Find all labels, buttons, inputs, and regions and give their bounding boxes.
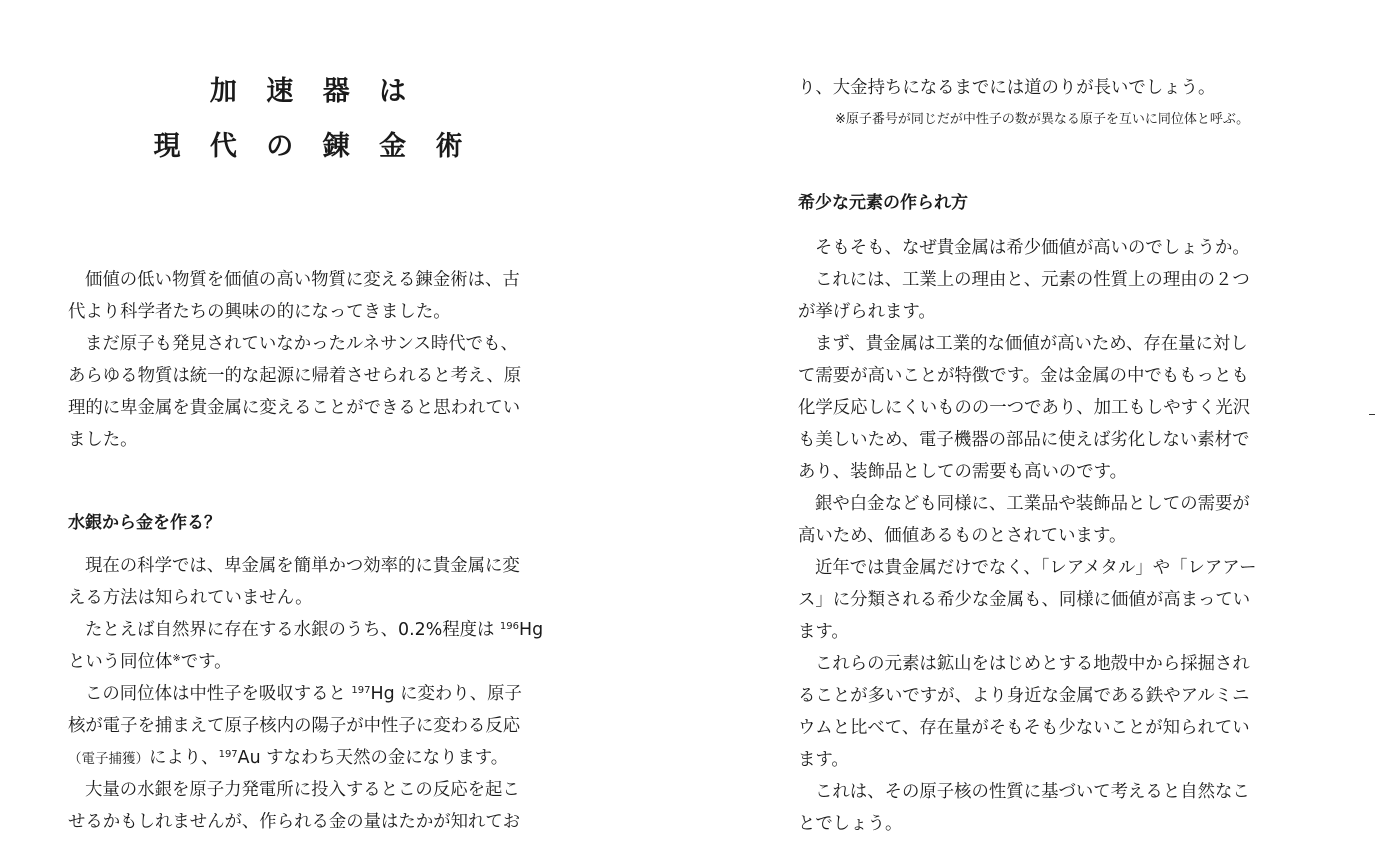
intro-p2-line3: 理的に卑金属を貴金属に変えることができると思われてい [68, 398, 521, 418]
intro-p2-line4: ました。 [68, 430, 138, 450]
r-p2-line2: が挙げられます。 [798, 302, 936, 322]
r-p2-line1: これには、工業上の理由と、元素の性質上の理由の２つ [815, 270, 1250, 290]
r-p3-line4: も美しいため、電子機器の部品に使えば劣化しない素材で [798, 430, 1250, 450]
body-p1-line2: える方法は知られていません。 [68, 588, 313, 608]
section-heading-rare-elements: 希少な元素の作られ方 [798, 193, 968, 213]
isotope-mass-number: 197 [218, 749, 238, 760]
r-p3-line1: まず、貴金属は工業的な価値が高いため、存在量に対し [815, 334, 1248, 354]
body-p2-line2: という同位体※です。 [68, 652, 232, 672]
right-page [798, 0, 1293, 867]
footnote-marker: ※ [172, 653, 181, 664]
r-p3-line5: あり、装飾品としての需要も高いのです。 [798, 462, 1128, 482]
page-edge-tick-mark [1369, 414, 1375, 415]
continuation-text [798, 72, 1215, 104]
body-p3-line3: （電子捕獲）により、$^{197}$Au すなわち天然の金になります。 [68, 748, 509, 768]
r-p6-line3: ウムと比べて、存在量がそもそも少ないことが知られてい [798, 718, 1250, 738]
r-p5-line1: 近年では貴金属だけでなく、「レアメタル」や「レアアー [815, 558, 1257, 578]
intro-p2-line2: あらゆる物質は統一的な起源に帰着させられると考え、原 [68, 366, 522, 386]
left-page [68, 0, 558, 867]
r-p5-line3: ます。 [798, 622, 849, 642]
r-p6-line4: ます。 [798, 750, 849, 770]
body-p4-line1: 大量の水銀を原子力発電所に投入するとこの反応を起こ [85, 780, 520, 800]
r-p1-line1: そもそも、なぜ貴金属は希少価値が高いのでしょうか。 [815, 238, 1250, 258]
continuation-line: り、大金持ちになるまでには道のりが長いでしょう。 [798, 78, 1216, 98]
section-heading-mercury: 水銀から金を作る？ [68, 513, 221, 533]
r-p5-line2: ス」に分類される希少な金属も、同様に価値が高まってい [798, 590, 1251, 610]
isotope-mass-number: 196 [499, 621, 520, 632]
r-p6-line1: これらの元素は鉱山をはじめとする地殻中から採掘され [815, 654, 1250, 674]
body-p3-line2: 核が電子を捕まえて原子核内の陽子が中性子に変わる反応 [68, 716, 521, 736]
intro-p1-line2: 代より科学者たちの興味の的になってきました。 [68, 302, 451, 322]
body-p1-line1: 現在の科学では、卑金属を簡単かつ効率的に貴金属に変 [85, 556, 520, 576]
r-p4-line2: 高いため、価値あるものとされています。 [798, 526, 1127, 546]
rare-elements-text [798, 232, 1257, 840]
body-p2-line1: たとえば自然界に存在する水銀のうち、0.2%程度は $^{196}$Hg [85, 620, 544, 640]
r-p6-line2: ることが多いですが、より身近な金属である鉄やアルミニ [798, 686, 1250, 706]
r-p4-line1: 銀や白金なども同様に、工業品や装飾品としての需要が [815, 494, 1250, 514]
r-p3-line2: て需要が高いことが特徴です。金は金属の中でももっとも [798, 366, 1249, 386]
intro-text [68, 264, 521, 456]
body-p4-line2: せるかもしれませんが、作られる金の量はたかが知れてお [68, 812, 521, 832]
mercury-section-text [68, 550, 543, 838]
article-title-line2: 現 代 の 錬 金 術 [153, 131, 473, 162]
intro-p1-line1: 価値の低い物質を価値の高い物質に変える錬金術は、古 [85, 270, 520, 290]
body-p3-line1: この同位体は中性子を吸収すると $^{197}$Hg に変わり、原子 [85, 684, 522, 704]
footnote: ※原子番号が同じだが中性子の数が異なる原子を互いに同位体と呼ぶ。 [835, 112, 1250, 127]
r-p7-line2: とでしょう。 [798, 814, 903, 834]
intro-p2-line1: まだ原子も発見されていなかったルネサンス時代でも、 [85, 334, 518, 354]
isotope-mass-number: 197 [351, 685, 371, 696]
r-p7-line1: これは、その原子核の性質に基づいて考えると自然なこ [815, 782, 1250, 802]
article-title-line1: 加 速 器 は [209, 76, 417, 107]
r-p3-line3: 化学反応しにくいものの一つであり、加工もしやすく光沢 [798, 398, 1251, 418]
